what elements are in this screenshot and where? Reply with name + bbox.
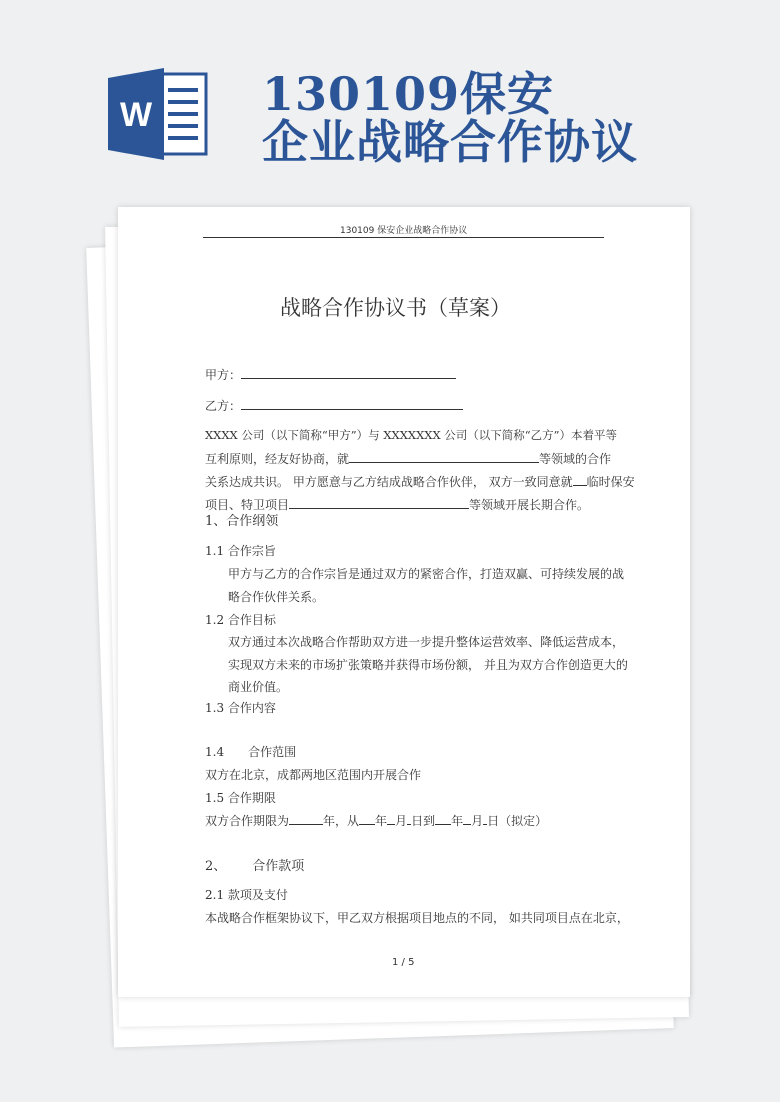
header-rule (203, 237, 604, 238)
section-1-5: 1.5 合作期限 (205, 791, 276, 805)
text-line: 实现双方未来的市场扩张策略并获得市场份额， 并且为双方合作创造更大的 (228, 658, 628, 672)
text-line: 双方通过本次战略合作帮助双方进一步提升整体运营效率、降低运营成本， (228, 635, 625, 649)
section-1-1: 1.1 合作宗旨 (205, 544, 276, 558)
intro-line: XXXX 公司（以下简称“甲方”）与 XXXXXXX 公司（以下简称“乙方”）本着平等 (205, 428, 618, 442)
text-line: 双方在北京，成都两地区范围内开展合作 (205, 768, 422, 782)
section-1-3: 1.3 合作内容 (205, 701, 276, 715)
text-line: 略合作伙伴关系。 (228, 590, 325, 604)
intro-line: 关系达成共识。 甲方愿意与乙方结成战略合作伙伴， 双方一致同意就 临时保安 (205, 475, 635, 489)
banner-title-line2: 企业战略合作协议 (262, 115, 638, 169)
word-icon (108, 68, 208, 160)
party-b: 乙方： (205, 398, 463, 413)
party-a: 甲方： (205, 367, 456, 382)
svg-text:W: W (119, 96, 153, 134)
document-page (118, 207, 690, 997)
text-line: 双方合作期限为 年，从 年 月 日到 年 月 日（拟定） (205, 814, 548, 828)
section-2-1: 2.1 款项及支付 (205, 888, 288, 902)
text-line: 甲方与乙方的合作宗旨是通过双方的紧密合作，打造双赢、可持续发展的战 (228, 567, 625, 581)
document-title: 战略合作协议书（草案） (280, 296, 511, 320)
section-2: 2、 合作款项 (205, 859, 305, 874)
banner-title-line1: 130109保安 (262, 67, 555, 121)
text-line: 商业价值。 (228, 680, 289, 694)
intro-line: 互利原则，经友好协商，就 等领域的合作 (205, 452, 612, 466)
text-line: 本战略合作框架协议下，甲乙双方根据项目地点的不同， 如共同项目点在北京， (205, 911, 629, 925)
page-header: 130109 保安企业战略合作协议 (340, 226, 468, 236)
section-1-2: 1.2 合作目标 (205, 613, 276, 627)
intro-line: 项目、特卫项目 等领域开展长期合作。 (205, 498, 590, 512)
page-number: 1 / 5 (392, 957, 415, 968)
section-1-4: 1.4 合作范围 (205, 745, 297, 759)
section-1: 1、合作纲领 (205, 514, 279, 529)
